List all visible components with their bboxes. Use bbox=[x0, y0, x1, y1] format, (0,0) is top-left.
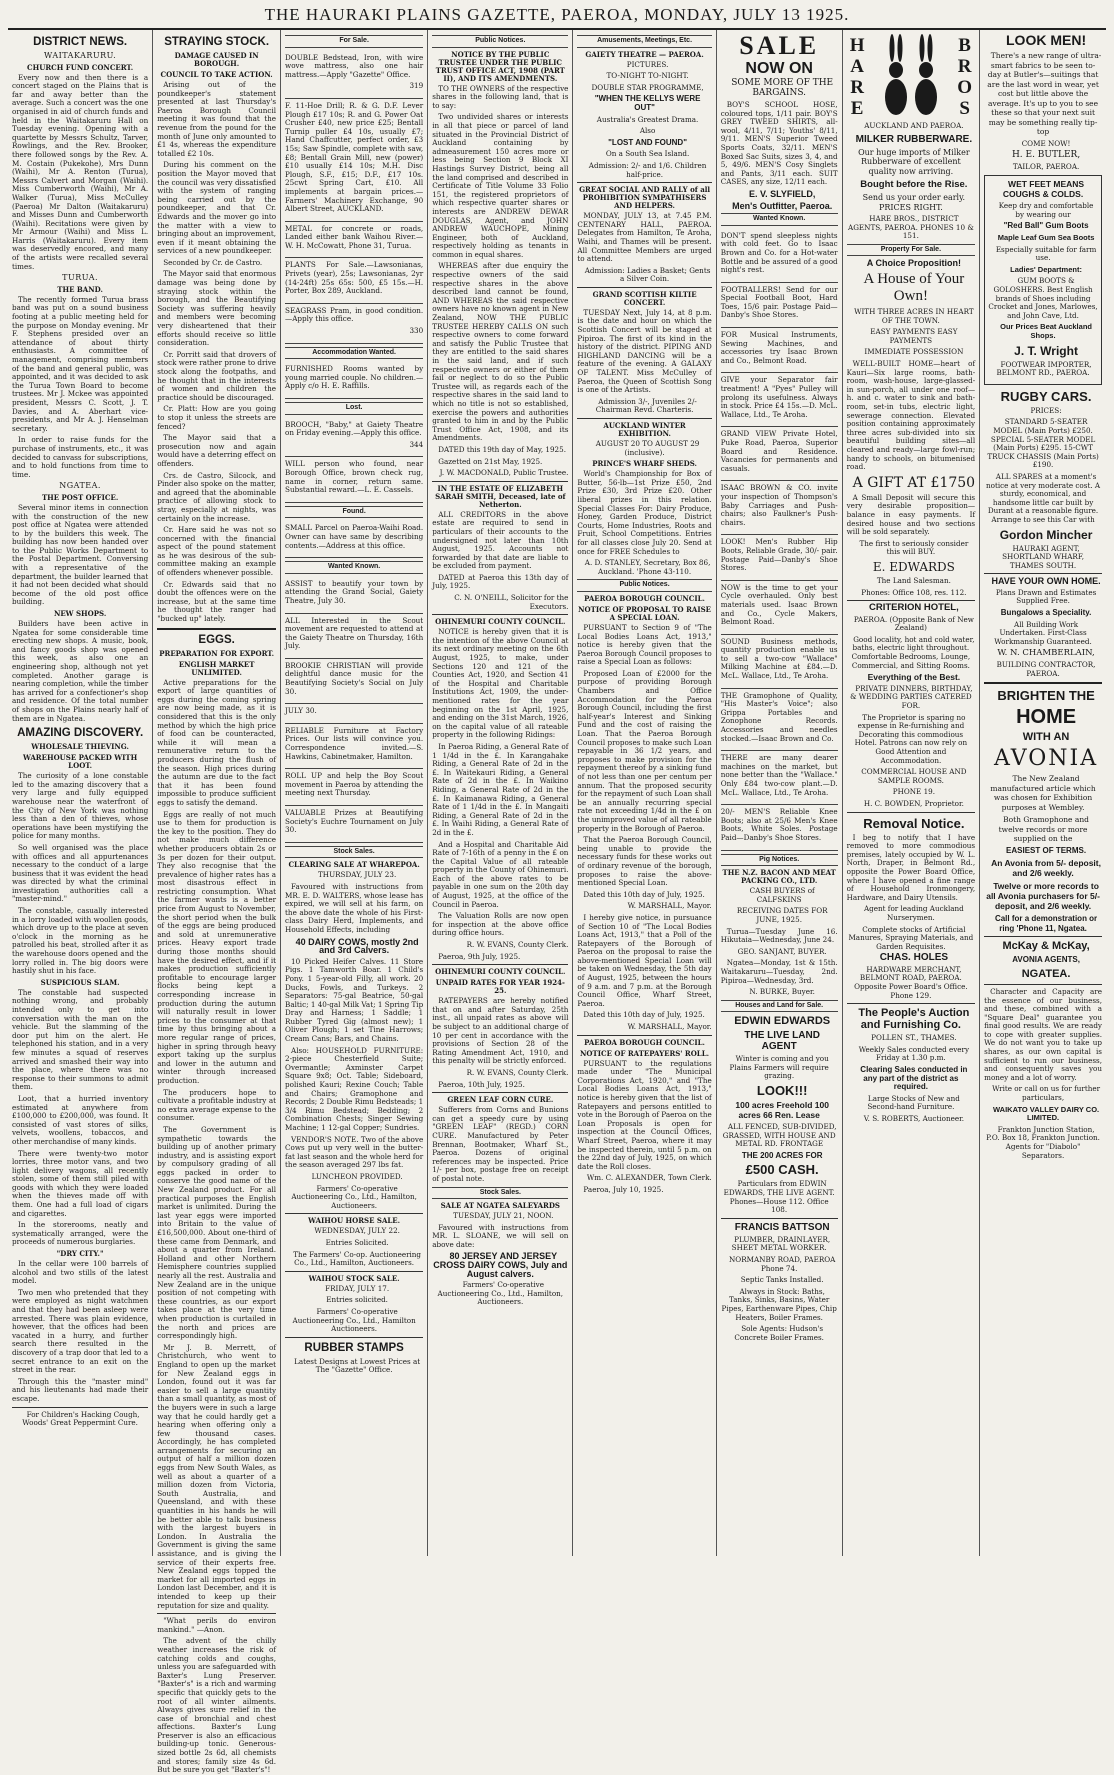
paragraph: So well organised was the place with offices and all appurtenances necessary to the conduct of a large business that it was evident the head was directed by what the criminal investigation authorities call a "master-mind." bbox=[12, 842, 149, 904]
ad-brooch: BROOCH, "Baby," at Gaiety Theatre on Friday evening.—Apply this office. 344 bbox=[285, 418, 423, 458]
subheading-dry-city: "DRY CITY." bbox=[56, 1249, 104, 1259]
heading-turua: TURUA. bbox=[62, 273, 99, 283]
section-pig-notices: Pig Notices. bbox=[721, 854, 838, 867]
section-wanted-known: Wanted Known. bbox=[285, 561, 423, 574]
heading-ngatea: NGATEA. bbox=[59, 481, 101, 491]
heading-district-news: DISTRICT NEWS. bbox=[33, 36, 128, 48]
ad-milking: SOUND Business methods, quantity production enable us to sell a two-cow "Wallace" Milking Machine at £84.—D. McL. Wallace, Ltd., Te Aroha. bbox=[721, 635, 838, 689]
column-hare-bros: HARE BROS AUCKLAND AND PAEROA. MILKER RUBBERWARE. Our huge imports of Milker Rubberware of excellent quality now arriving. Bought before the Rise. Send us your order early. PRICES RIGHT. HARE BROS., DISTRICT AGENTS, PAEROA. PHONES 10 & 151. Property For Sale. A Choice Proposition! A House of Your Own! WITH THREE ACRES IN HEART OF THE TOWN. EASY PAYMENTS EASY PAYMENTS IMMEDIATE POSSESSION WELL-BUILT HOME—heart of Kauri—Six large rooms, bath-room, wash-house, large-glassed-in sun-porch, all under one roof—h. and c. water to sink and bath-room, set-in tubs, electric light, sewerage connection. Elevated position containing approximately three acres sub-divided into six beautiful building sites—all cleared and ready—large fowl-run; handy to schools, on bitumenised road. A GIFT AT £1750 A Small Deposit will secure this very desirable proposition—balance in easy payments. If desired house and two sections will be sold separately. The first to seriously consider this will BUY. E. EDWARDS The Land Salesman. Phones: Office 108, res. 112. CRITERION HOTEL, PAEROA. (Opposite Bank of New Zealand) Good locality, hot and cold water, baths, electric light throughout. Comfortable Bedrooms, Lounge, Commercial, and Sitting Rooms. Everything of the Best. PRIVATE DINNERS, BIRTHDAY, & WEDDING PARTIES CATERED FOR. The Proprietor is sparing no expense in Re-furnishing and Decorating this commodious Hotel. Patrons can now rely on Good Attention and Accommodation. COMMERCIAL HOUSE AND SAMPLE ROOMS. PHONE 19. H. C. BOWDEN, Proprietor. Removal Notice. I beg to notify that I have removed to more commodious premises, lately occupied by W. L. North, Draper, in Belmont Rd., opposite the Power Board Office, where I have opened a fine range of Household Ironmongery, Hardware, and Dairy Utensils. Agent for leading Auckland Nurserymen. Complete stocks of Artificial Manures, Spraying Materials, and Garden Requisites. CHAS. HOLES HARDWARE MERCHANT, BELMONT ROAD, PAEROA. Opposite Power Board's Office. Phone 129. The People's Auction and Furnishing Co. POLLEN ST., THAMES. Weekly Sales conducted every Friday at 1.30 p.m. Clearing Sales conducted in any part of the district as required. Large Stocks of New and Second-hand Furniture. V. S. ROBERTS, Auctioneer. bbox=[843, 30, 981, 1556]
paragraph: Active preparations for the export of large quantities of eggs during the coming spring are now being made, as it is considered that this is the only method by which the high price of food can be counteracted, while it will mean a remunerative return to the producers during the flush of the season. High prices during the autumn are due to the fact that it has been found impossible to produce sufficient eggs to satisfy the demand. bbox=[157, 677, 277, 807]
heading-unpaid-rates: UNPAID RATES FOR YEAR 1924-25. bbox=[435, 978, 565, 996]
ad-plants: PLANTS For Sale.—Lawsonianas, Privets (year), 25s; Lawsonianas, 2yr (14-24ft) 25s 65s: 500, £5 15s.—H. Porter, Box 289, Auckland. bbox=[285, 258, 423, 303]
hare-word: HARE bbox=[846, 35, 868, 119]
paragraph: Cr. Platt: How are you going to stop it unless the streets are fenced? bbox=[157, 404, 277, 431]
bros-letters bbox=[954, 35, 975, 119]
section-amusements: Amusements, Meetings, Etc. bbox=[577, 35, 711, 48]
paragraph: The constable had suspected nothing wrong, and probably intended only to get into conversation with the man on the vehicle. But the slamming of the door put him on the alert. He telephoned his station, and in a very few minutes a squad of reserves arrived and smashed their way into the place, where there was no response to their summons to admit them. bbox=[12, 987, 149, 1092]
ad-gramophone: THE Gramophone of Quality, "His Master's Voice"; also Grippa Portables and Zonophone Records. Accessories and needles stocked.—Isaac Brown and Co. bbox=[721, 689, 838, 752]
paragraph: Several minor items in connection with the construction of the new post office at Ngatea were attended to by the builders this week. The building has now been handed over to the Public Works Department to the Postal Department. Conversing with a representative of the department, the builder learned that it had not been decided what should become of the old post office building. bbox=[12, 502, 149, 607]
subheading-export: PREPARATION FOR EXPORT. bbox=[159, 648, 275, 658]
paragraph: Loot, that a hurried inventory estimated at anywhere from £100,000 to £200,000, was found. It consisted of vast stores of silks, velvets, woollens, tobaccos, and other merchandise of many kinds. bbox=[12, 1093, 149, 1146]
heading-bacon-co: THE N.Z. BACON AND MEAT PACKING CO., LTD. bbox=[722, 868, 836, 886]
heading-loan: NOTICE OF PROPOSAL TO RAISE A SPECIAL LOAN. bbox=[578, 604, 711, 622]
section-accommodation: Accommodation Wanted. bbox=[285, 347, 423, 360]
section-lost: Lost. bbox=[285, 402, 423, 415]
section-public-notices: Public Notices. bbox=[432, 35, 568, 48]
ad-roll-up: ROLL UP and help the Boy Scout movement in Paeroa by attending the meeting next Thursday. bbox=[285, 769, 423, 806]
heading-borough: PAEROA BOROUGH COUNCIL. bbox=[584, 593, 705, 603]
column-amusements: Amusements, Meetings, Etc. GAIETY THEATRE — PAEROA. PICTURES. TO-NIGHT TO-NIGHT. DOUBLE STAR PROGRAMME, "WHEN THE KELLYS WERE OUT" Australia's Greatest Drama. Also "LOST AND FOUND" On a South Sea Island. Admission: 2/- and 1/6. Children half-price. GREAT SOCIAL AND RALLY of all PROHIBITION SYMPATHISERS AND HELPERS. MONDAY, JULY 13, at 7.45 P.M. CENTENARY HALL, PAEROA. Delegates from Hamilton, Te Aroha, Waihi, and Thames will be present. All Committee Members are urged to attend. Admission: Ladies a Basket; Gents a Silver Coin. GRAND SCOTTISH KILTIE CONCERT. TUESDAY Next, July 14, at 8 p.m. is the date and hour on which the Scottish Concert will be staged at Pipiroa. The first of its kind in the history of the district. PIPING AND HIGHLAND DANCING will be a feature of the evening. A GALAXY OF TALENT. Miss McCulley of Paeroa, the Queen of Scottish Song is one of the Artists. Admission 3/-, Juveniles 2/- Chairman Revd. Charteris. AUCKLAND WINTER EXHIBITION. AUGUST 20 TO AUGUST 29 (inclusive). PRINCE'S WHARF SHEDS. World's Championship for Box of Butter, 56-lb—1st Prize £50, 2nd Prize £30, 3rd Prize £20. Other liberal prizes in this relation. Special Classes For: Dairy Produce, Honey, Garden Produce, District Courts, Home Industries, Roots and Fruit, School Competitions. Entries for all classes close July 20. Send at once for FREE Schedules to A. D. STANLEY, Secretary, Box 86, Auckland. 'Phone 43-110. Public Notices. PAEROA BOROUGH COUNCIL. NOTICE OF PROPOSAL TO RAISE A SPECIAL LOAN. PURSUANT to Section 9 of "The Local Bodies Loans Act, 1913," notice is hereby given that the Paeroa Borough Council proposes to raise a Special Loan as follows: Proposed Loan of £2000 for the purpose of providing Borough Chambers and Office Accommodation for the Paeroa Borough Council, including the first half-year's Interest and Sinking Fund and the cost of raising the Loan. That the Paeroa Borough Council proposes to make such Loan repayable in 36 1/2 years, and proposes to make provision for the repayment thereof by a sinking fund of not less than one per centum per annum. That the proposed security for the repayment of such Loan shall be an annually recurring special rate not exceeding 1/4d in the £ on the unimproved value of all rateable property in the Borough of Paeroa. That the Paeroa Borough Council, being unable to provide the necessary funds for these works out of ordinary revenue of the borough, proposes to raise the above-mentioned Special Loan. Dated this 10th day of July, 1925. W. MARSHALL, Mayor. I hereby give notice, in pursuance of Section 10 of "The Local Bodies Loans Act, 1913," that a Poll of the Ratepayers of the Borough of Paeroa on the proposal to raise the above-mentioned Special Loan will be taken on Wednesday, the 5th day of August, 1925, between the hours of 9 a.m. and 7 p.m. at the Borough Council Office, Wharf Street, Paeroa. Dated this 10th day of July, 1925. W. MARSHALL, Mayor. PAEROA BOROUGH COUNCIL. NOTICE OF RATEPAYERS' ROLL. PURSUANT to the regulations made under "The Municipal Corporations Act, 1920," and "The Local Bodies Loans Act, 1913," notice is hereby given that the list of Ratepayers and persons entitled to vote in the Borough of Paeroa on the Loan Proposals is open for inspection at the Council Offices, Wharf Street, Paeroa, where it may be inspected therein, until 5 p.m. on the 22nd day of July, 1925, on which date the Roll closes. Wm. C. ALEXANDER, Town Clerk. Paeroa, July 10, 1925. bbox=[573, 30, 716, 1556]
paragraph: In the storerooms, neatly and systematically arranged, were the proceeds of numerous burglaries. bbox=[12, 1220, 149, 1247]
paragraph: Through this the "master mind" and his lieutenants had made their escape. bbox=[12, 1376, 149, 1403]
ad-wallace: THERE are many dearer machines on the market, but none better than the "Wallace." Only £84 two-cow plant.—D. McL. Wallace, Ltd., Te Aroha. bbox=[721, 751, 838, 805]
paragraph: In the cellar were 100 barrels of alcohol and two stills of the latest model. bbox=[12, 1259, 149, 1286]
ad-machinery: F. 11-Hoe Drill; R. & G. D.F. Lever Plough £17 10s; R. and G. Power Oat Crusher £40, new price £25; Bentall Turnip puller £4 10s, usually £7; Hand Chaffcutter, perfect order, £3 15s; Saw Spindle, complete with saw, £8; Bentall Grain Mill, new (power) £10 usually £14 10s; M.H. Disc Plough, S.F., £15; D.F., £17 10s. 25cwt Spring Cart, £10. All implements at bargain prices.—Farmers' Machinery Exchange, 90 Albert Street, AUCKLAND. bbox=[285, 99, 423, 222]
subheading-concert: CHURCH FUND CONCERT. bbox=[27, 62, 134, 72]
subheading-band: THE BAND. bbox=[57, 284, 103, 294]
ad-pram: SEAGRASS Pram, in good condition.—Apply this office. 330 bbox=[285, 304, 423, 344]
ad-hip-boots: LOOK! Men's Rubber Hip Boots, Reliable Grade, 30/- pair. Postage Paid—Danby's Shoe Stores. bbox=[721, 535, 838, 580]
section-found: Found. bbox=[285, 506, 423, 519]
columns bbox=[8, 30, 1106, 1775]
heading-kiltie: GRAND SCOTTISH KILTIE CONCERT. bbox=[592, 289, 697, 307]
heading-rubber-stamps: RUBBER STAMPS bbox=[304, 1341, 404, 1354]
heading-estate: IN THE ESTATE OF ELIZABETH SARAH SMITH, Deceased, late of Netherton. bbox=[435, 483, 566, 509]
subheading-wholesale: WHOLESALE THIEVING. bbox=[31, 742, 129, 752]
subheading-council: COUNCIL TO TAKE ACTION. bbox=[160, 70, 273, 79]
section-wanted-known-2: Wanted Known. bbox=[721, 213, 838, 226]
paragraph: Cr. Edwards said that no doubt the offences were on the increase, but at the same time he thought the ranger had "bucked up" lately. bbox=[157, 579, 277, 624]
paragraph: Two men who pretended that they were employed as night watchmen and that they had been asleep were arrested. There was plain evidence, however, that the offices had been vacated in a hurry, and further search there resulted in the discovery of a trap door that led to a secret entrance to an exit on the street in the rear. bbox=[12, 1287, 149, 1375]
paragraph: In order to raise funds for the purchase of instruments, etc., it was decided to canvass for subscriptions, and to hold functions from time to time. bbox=[12, 435, 149, 479]
ad-cycle: NOW is the time to get your Cycle overhauled. Only best materials used. Isaac Brown and Co., Cycle Makers, Belmont Road. bbox=[721, 581, 838, 635]
paragraph: "What perils do environ mankind." —Anon. bbox=[157, 1616, 277, 1634]
heading-exhibition: AUCKLAND WINTER EXHIBITION. bbox=[603, 421, 686, 438]
heading-clearing-sale: CLEARING SALE AT WHAREPOA. bbox=[288, 860, 420, 870]
paragraph: The curiosity of a lone constable led to the amazing discovery that a very large and fully equipped warehouse near the waterfront of the City of New York was nothing less than a den of thieves, whose operations have been mystifying the police for many months. bbox=[12, 771, 149, 841]
heading-straying-stock: STRAYING STOCK. bbox=[164, 36, 270, 48]
heading-horse-sale: WAIHOU HORSE SALE. bbox=[308, 1216, 401, 1226]
heading-rally: GREAT SOCIAL AND RALLY of all PROHIBITION SYMPATHISERS AND HELPERS. bbox=[579, 185, 711, 211]
subheading-market: ENGLISH MARKET UNLIMITED. bbox=[178, 659, 255, 677]
paragraph: There were twenty-two motor lorries, three motor vans, and two light delivery wagons, all recently stolen, some of them still piled with goods with which they were loaded when the thieves made off with them. One had a full load of cigars and cigarettes. bbox=[12, 1148, 149, 1218]
ad-parcel: SMALL Parcel on Paeroa-Waihi Road. Owner can have same by describing contents.—Address at this office. bbox=[285, 521, 423, 558]
ad-separator: GIVE your Separator fair treatment! A "Pyes" Pulley will prolong its usefulness. Always in stock. Price £4 15s.—D. McL. Wallace, Ltd., Te Aroha. bbox=[721, 373, 838, 427]
column-district-news bbox=[8, 30, 153, 1556]
paragraph: The Mayor said that a prosecution now and again would have a deterring effect on offenders. bbox=[157, 433, 277, 468]
paragraph: Crs. de Castro, Silcock, and Pinder also spoke on the matter, and agreed that the abominable practice of allowing stock to stray, especially at nights, was certainly on the increase. bbox=[157, 470, 277, 523]
paragraph: Cr. Porritt said that drovers of stock were rather prone to drive stock along the footpaths, and he thought that in the interests of women and children the practice should be discouraged. bbox=[157, 349, 277, 402]
column-classifieds: For Sale. DOUBLE Bedstead, Iron, with wire wove mattress, also one hair mattress.—Apply "Gazette" Office. 319 F. 11-Hoe Drill; R. & G. D.F. Lever Plough £17 10s; R. and G. Power Oat Crusher £40, new price £25; Bentall Turnip puller £4 10s, usually £7; Hand Chaffcutter, perfect order, £3 15s; Saw Spindle, complete with saw, £8; Bentall Grain Mill, new (power) £10 usually £14 10s; M.H. Disc Plough, S.F., £15; D.F., £17 10s. 25cwt Spring Cart, £10. All implements at bargain prices.—Farmers' Machinery Exchange, 90 Albert Street, AUCKLAND. METAL for concrete or roads, Landed either bank Waihou River.—W. H. McCowatt, Phone 31, Turua. PLANTS For Sale.—Lawsonianas, Privets (year), 25s; Lawsonianas, 2yr (14-24ft) 25s 65s: 500, £5 15s.—H. Porter, Box 289, Auckland. SEAGRASS Pram, in good condition.—Apply this office. 330 Accommodation Wanted. FURNISHED Rooms wanted by young married couple. No children.—Apply c/o H. E. Raffills. Lost. BROOCH, "Baby," at Gaiety Theatre on Friday evening.—Apply this office. 344 WILL person who found, near Borough Office, brown check rug, name in corner, return same. Substantial reward.—L. E. Cassels. Found. SMALL Parcel on Paeroa-Waihi Road. Owner can have same by describing contents.—Address at this office. Wanted Known. ASSIST to beautify your town by attending the Grand Social, Gaiety Theatre, July 30. ALL Interested in the Scout movement are requested to attend at the Gaiety Theatre on Thursday, 16th July. BROOKIE CHRISTIAN will provide delightful dance music for the Beautifying Society's Social on July 30. JULY 30. RELIABLE Furniture at Factory Prices. Our lists will convince you. Correspondence invited.—S. Hawkins, Cabinetmaker, Hamilton. ROLL UP and help the Boy Scout movement in Paeroa by attending the meeting next Thursday. VALUABLE Prizes at Beautifying Society's Euchre Tournament on July 30. Stock Sales. CLEARING SALE AT WHAREPOA. THURSDAY, JULY 23. Favoured with instructions from MR. E. D. WALTERS, whose lease has expired, we will sell at his farm, on the above date the whole of his First-class Dairy Herd, Implements, and Household Effects, including 40 DAIRY COWS, mostly 2nd and 3rd Calvers. 10 Picked Heifer Calves. 11 Store Pigs. 1 Tamworth Boar. 1 Child's Pony. 1 5-year-old Filly, all work. 20 Ducks, Fowls, and Turkeys. 2 Separators: 75-gal Beatrice, 50-gal Baltic; 1 40-gal Milk Vat; 1 Spring Tip Dray and Harness; 1 Saddle; 1 Rubber Tyred Gig (almost new); 1 Oliver Plough; 1 set Tine Harrows; Cream Cans; Bars, and Chains. Also: HOUSEHOLD FURNITURE: 2-piece Chesterfield Suite; Overmantle; Axminster Carpet Square 9x8; Oct. Table; Sideboard, polished Kauri; Rexine Couch; Table and Chairs; Gramophone and Records; 2 Double Rimu Bedsteads; 1 3/4 Rimu Bedstead; Bedding; 2 Combination Chests; Singer Sewing Machine; 1 12-gal Copper; Sundries. VENDOR'S NOTE. Two of the above Cows put up very well in the butter-fat last season and the whole herd for the season averaged 297 lbs fat. LUNCHEON PROVIDED. Farmers' Co-operative Auctioneering Co., Ltd., Hamilton, Auctioneers. WAIHOU HORSE SALE. WEDNESDAY, JULY 22. Entries Solicited. The Farmers' Co-op. Auctioneering Co., Ltd., Hamilton, Auctioneers. WAIHOU STOCK SALE. FRIDAY, JULY 17. Entries solicited. Farmers' Co-operative Auctioneering Co., Ltd., Hamilton Auctioneers. RUBBER STAMPS Latest Designs at Lowest Prices at The "Gazette" Office. bbox=[281, 30, 428, 1556]
hare-letters bbox=[847, 35, 868, 119]
heading-public-trustee: NOTICE BY THE PUBLIC TRUSTEE UNDER THE PUBLIC TRUST OFFICE ACT, 1908 (PART II), AND ITS AMENDMENTS. bbox=[435, 49, 565, 83]
ad-knee-boots: 20/- MEN'S Reliable Knee Boots; also at 25/6 Men's Knee Boots, White Soles. Postage Paid—Danby's Shoe Stores. bbox=[721, 805, 838, 850]
paragraph: The producers hope to cultivate a profitable industry at no extra average expense to the consumer. bbox=[157, 1087, 277, 1123]
paragraph: The constable, casually interested in a lorry loaded with woollen goods, which drove up to the place at seven o'clock in the morning as he patrolled his beat, strolled after it as the warehouse doors opened and the lorry rolled in. The big doors were hastily shut in his face. bbox=[12, 906, 149, 976]
rabbits-icon bbox=[876, 32, 946, 122]
paragraph: Seconded by Cr. de Castro. bbox=[163, 257, 263, 267]
heading-ngatea-sale: SALE AT NGATEA SALEYARDS bbox=[440, 1201, 560, 1211]
heading-princes-wharf: PRINCE'S WHARF SHEDS. bbox=[592, 459, 697, 469]
paragraph: The advent of the chilly weather increases the risk of catching colds and coughs, unless you are safeguarded with Baxter's Lung Preserver. "Baxter's" is a rich and warming specific that quickly gets to the root of all winter ailments. Always gives sure relief in the case of bronchial and chest affections. Baxter's Lung Preserver is also an efficacious building-up tonic. Generous-sized bottle 2s 6d, all chemists and stores; family size 4s 6d. But be sure you get "Baxter's"! bbox=[157, 1636, 277, 1775]
paragraph: The recently formed Turua brass band was put on a sound business footing at a public meeting held for the purpose on Monday evening. Mr F. Stephens presided over an attendance of about thirty enthusiasts. A committee of management, comprising members of the band and general public, was appointed, and it was decided to ask the Turua Town Board to become trustees. Mr J. Mckee was appointed president, Messrs C. Scott, J. T. Davies, and A. Aberhart vice-presidents, and Mr A. J. Henselman secretary. bbox=[12, 294, 149, 433]
ad-furniture: RELIABLE Furniture at Factory Prices. Our lists will convince you. Correspondence invited.—S. Hawkins, Cabinetmaker, Hamilton. bbox=[285, 724, 423, 769]
section-stock-sales-2: Stock Sales. bbox=[432, 1187, 568, 1200]
footer-cough-ad: For Children's Hacking Cough, Woods' Great Peppermint Cure. bbox=[22, 1409, 140, 1428]
masthead: THE HAURAKI PLAINS GAZETTE, PAEROA, MONDAY, JULY 13 1925. bbox=[8, 2, 1106, 30]
heading-stock-sale: WAIHOU STOCK SALE. bbox=[308, 1273, 400, 1283]
column-sale-ads: SALE NOW ON SOME MORE OF THE BARGAINS. BOY'S SCHOOL HOSE, coloured tops, 1/11 pair. BOY'S GREY TWEED SHIRTS, all-wool, 4/11, 7/11; Youths' 8/11, 9/11. MEN'S Superior Tweed Sports Coats, 32/11. MEN'S Boxed Sac Suits, sizes 3, 4, and 5, 49/6. MEN'S Cosy Singlets and Pants, 3/11 each. SUIT CASES, any size, 12/11 each. E. V. SLYFIELD, Men's Outfitter, Paeroa. Wanted Known. DON'T spend sleepless nights with cold feet. Go to Isaac Brown and Co. for a Hot-water Bottle and be assured of a good night's rest. FOOTBALLERS! Send for our Special Football Boot, Hard Toes, 15/6 pair. Postage Paid—Danby's Shoe Stores. FOR Musical Instruments, Sewing Machines, and accessories try Isaac Brown and Co., Belmont Road. GIVE your Separator fair treatment! A "Pyes" Pulley will prolong its usefulness. Always in stock. Price £4 15s.—D. McL. Wallace, Ltd., Te Aroha. GRAND VIEW Private Hotel, Puke Road, Paeroa, Superior Board and Residence. Vacancies for permanents and casuals. ISAAC BROWN & CO. invite your inspection of Thompson's Baby Carriages and Push-chairs; also Faulkner's Push-chairs. LOOK! Men's Rubber Hip Boots, Reliable Grade, 30/- pair. Postage Paid—Danby's Shoe Stores. NOW is the time to get your Cycle overhauled. Only best materials used. Isaac Brown and Co., Cycle Makers, Belmont Road. SOUND Business methods, quantity production enable us to sell a two-cow "Wallace" Milking Machine at £84.—D. McL. Wallace, Ltd., Te Aroha. THE Gramophone of Quality, "His Master's Voice"; also Grippa Portables and Zonophone Records. Accessories and needles stocked.—Isaac Brown and Co. THERE are many dearer machines on the market, but none better than the "Wallace." Only £84 two-cow plant.—D. McL. Wallace, Ltd., Te Aroha. 20/- MEN'S Reliable Knee Boots; also at 25/6 Men's Knee Boots, White Soles. Postage Paid—Danby's Shoe Stores. Pig Notices. THE N.Z. BACON AND MEAT PACKING CO., LTD. CASH BUYERS of CALFSKINS RECEIVING DATES FOR JUNE, 1925. Turua—Tuesday June 16. Hikutaia—Wednesday, June 24. GEO. SANJANT, BUYER. Ngatea—Monday, 1st & 15th. Waitakaruru—Tuesday, 2nd. Pipiroa—Wednesday, 3rd. N. BURKE, Buyer. Houses and Land for Sale. EDWIN EDWARDS THE LIVE LAND AGENT Winter is coming and you Plains Farmers will require grazing. LOOK!!! 100 acres Freehold 100 acres 66 Ren. Lease ALL FENCED, SUB-DIVIDED, GRASSED, WITH HOUSE AND METAL RD. FRONTAGE THE 200 ACRES FOR £500 CASH. Particulars from EDWIN EDWARDS, THE LIVE AGENT. Phones—House 112. Office 108. FRANCIS BATTSON PLUMBER, DRAINLAYER, SHEET METAL WORKER. NORMANBY ROAD, PAEROA Phone 74. Septic Tanks Installed. Always in Stock: Baths, Tanks, Sinks, Basins, Water Pipes, Earthenware Pipes, Chip Heaters, Boiler Frames. Sole Agents: Hudson's Concrete Boiler Frames. bbox=[717, 30, 843, 1556]
section-property: Property For Sale. bbox=[847, 244, 976, 257]
heading-amazing-discovery: AMAZING DISCOVERY. bbox=[17, 727, 144, 740]
paragraph: Mr J. B. Merrett, of Christchurch, who went to England to open up the market for New Zealand eggs in London, found out it was far easier to sell a large quantity than a small quantity, as most of the buyers were in such a large way that he could hardly get a hearing when offering only a few thousand cases. Accordingly, he has completed arrangements for securing an output of half a million dozen eggs from New South Wales, as well as about a quarter of a million dozen from Victoria, South Australia, and Queensland, and with these quantities in his hands he will be better able to talk business with the largest buyers in London. In Australia the Government is giving the same assistance, and is giving the service of their experts free. New Zealand eggs topped the market for all imported eggs in London last December, and it is intended to keep up their reputation for size and quality. bbox=[157, 1342, 277, 1610]
heading-eggs: EGGS. bbox=[198, 633, 235, 646]
ad-hot-water-bottle: DON'T spend sleepless nights with cold feet. Go to Isaac Brown and Co. for a Hot-water Bottle and be assured of a good night's rest. bbox=[721, 229, 838, 283]
section-stock-sales: Stock Sales. bbox=[285, 846, 423, 859]
paragraph: Eggs are really of not much use to them for production is the key to the position. They do not make much difference whether producers obtain 2s or 3s per dozen for their output. They also recognise that the prevalence of higher rates has a most disastrous effect in restricting consumption. What the farmer wants is a better price from August to November, the short period when the bulk of the eggs are being produced and sold at unremunerative prices. Heavy export trade during those months should have the desired effect, and if it makes production sufficiently profitable to encourage larger flocks being kept a corresponding increase in production during the autumn will naturally result in lower prices to the consumer at that time by thus bringing about a more regular range of prices, higher in spring through heavy export taking up the surplus and lower in the autumn and winter through increased production. bbox=[157, 809, 277, 1085]
paragraph: The Government is sympathetic towards the building up of another primary industry, and is assisting export by compulsory grading of all eggs packed in order to conserve the good name of the New Zealand product. For all practical purposes the English market is unlimited. During the last year eggs were imported into Britain to the value of £16,500,000. About one-third of these came from Denmark, and about a quarter from Ireland. Holland and other Northern Hemisphere countries supplied nearly all the rest. Australia and New Zealand are in the unique position of not competing with these countries, as our export takes place at the very time when production is curtailed in the north and prices are correspondingly high. bbox=[157, 1124, 277, 1341]
sale-heading: SALE bbox=[739, 31, 820, 60]
ad-july: JULY 30. bbox=[285, 704, 423, 724]
paragraph: During his comment on the position the Mayor moved that the council was very dissatisfied with the system of ranging being carried out by the poundkeeper, and that Cr. Edwards and the mover go into the matter with a view to bringing about an improvement, even if it meant obtaining the services of a new poundkeeper. bbox=[157, 160, 277, 256]
paragraph: Builders have been active in Ngatea for some considerable time erecting new shops. A music, book, and fancy goods shop was opened this week, as also one an engineering shop, although not yet completed. Another garage is nearing completion, while the timber has arrived for a confectioner's shop and residence. Of the total number of shops on the Plains nearly half of them are in Ngatea. bbox=[12, 619, 149, 723]
ad-musical: FOR Musical Instruments, Sewing Machines, and accessories try Isaac Brown and Co., Belmont Road. bbox=[721, 328, 838, 373]
ad-football-boots: FOOTBALLERS! Send for our Special Football Boot, Hard Toes, 15/6 pair. Postage Paid—Danby's Shoe Stores. bbox=[721, 283, 838, 328]
section-public-notices-2: Public Notices. bbox=[577, 579, 711, 592]
paragraph: The Mayor said that enormous damage was being done by straying stock within the borough, and the Beautifying Society was suffering heavily and members were becoming very disheartened that their efforts should receive so little consideration. bbox=[157, 269, 277, 348]
heading-ratepayers-roll: NOTICE OF RATEPAYERS' ROLL. bbox=[580, 1048, 710, 1058]
column-straying-stock bbox=[153, 30, 281, 1775]
subheading-damage: DAMAGE CAUSED IN BOROUGH. bbox=[174, 51, 259, 68]
ad-brookie: BROOKIE CHRISTIAN will provide delightful dance music for the Beautifying Society's Social on July 30. bbox=[285, 659, 423, 704]
ad-assist: ASSIST to beautify your town by attending the Grand Social, Gaiety Theatre, July 30. bbox=[285, 577, 423, 614]
wet-feet-ad: WET FEET MEANS COUGHS & COLDS. Keep dry and comfortable by wearing our "Red Ball" Gum Boots Maple Leaf Gum Sea Boots Especially suitable for farm use. Ladies' Department: GUM BOOTS & GOLOSHERS. Best English brands of Shoes including Crocket and Jones, Marlowes, and John Cave, Ltd. Our Prices Beat Auckland Shops. J. T. Wright FOOTWEAR IMPORTER, BELMONT RD., PAEROA. bbox=[984, 175, 1102, 385]
heading-ohinemuri-2: OHINEMURI COUNTY COUNCIL. bbox=[435, 967, 566, 977]
paragraph: Every now and then there is a concert staged on the Plains that is far and away better than the average. Such a concert was the one organised in aid of church funds and held in the Waitakaruru Hall on Tuesday evening. Opening with a quartette by Messrs Schultz, Tarver, Rowlings, and the Rev. Brooker, there followed songs by the Rev. A. M. Costain (Pukekohe), Mrs Dunn (Waihi), Mr A. Renton (Turua), Messrs Calvert and Morgan (Waihi). Miss Cumberworth (Waihi), Mr A. Walker (Turua), Miss McCulley (Paeroa) Mr Dalton (Waitakaruru) and Misses Dunn and Cumberworth (Waihi). Recitations were given by Mr Armour (Waihi) and Miss L. Harris (Waitakaruru). Every item was deservedly encored, and many of the artists were recalled several times. bbox=[12, 72, 149, 271]
ad-hotel: GRAND VIEW Private Hotel, Puke Road, Paeroa, Superior Board and Residence. Vacancies for permanents and casuals. bbox=[721, 427, 838, 481]
subheading-post-office: THE POST OFFICE. bbox=[41, 492, 119, 502]
ad-prizes: VALUABLE Prizes at Beautifying Society's Euchre Tournament on July 30. bbox=[285, 806, 423, 843]
ad-metal: METAL for concrete or roads, Landed either bank Waihou River.—W. H. McCowatt, Phone 31, Turua. bbox=[285, 222, 423, 259]
heading-gaiety: GAIETY THEATRE — PAEROA. bbox=[585, 49, 704, 59]
section-for-sale: For Sale. bbox=[285, 35, 423, 48]
heading-borough-2: PAEROA BOROUGH COUNCIL. bbox=[584, 1037, 705, 1047]
heading-waitakaruru: WAITAKARURU. bbox=[44, 51, 117, 60]
heading-ohinemuri: OHINEMURI COUNTY COUNCIL. bbox=[435, 617, 566, 627]
now-on-heading: NOW ON bbox=[745, 60, 813, 77]
ad-isaac-brown: ISAAC BROWN & CO. invite your inspection of Thompson's Baby Carriages and Push-chairs; also Faulkner's Push-chairs. bbox=[721, 481, 838, 535]
subheading-warehouse: WAREHOUSE PACKED WITH LOOT. bbox=[22, 753, 138, 771]
bros-word: BROS bbox=[954, 35, 976, 119]
subheading-slam: SUSPICIOUS SLAM. bbox=[40, 977, 120, 987]
paragraph: Cr. Hare said he was not so concerned with the financial aspect of the pound statement as he was desirous of the sub-committee making an example of offenders whenever possible. bbox=[157, 525, 277, 578]
column-public-notices: Public Notices. NOTICE BY THE PUBLIC TRUSTEE UNDER THE PUBLIC TRUST OFFICE ACT, 1908 (PART II), AND ITS AMENDMENTS. TO THE OWNERS of the respective shares in the following land, that is to say: Two undivided shares or interests in all that piece or parcel of land situated in the Provincial District of Auckland containing by admeasurement 150 acres more or less being Section 9 Block XI Hastings Survey District, being all the land comprised and described in Certificate of Title Volume 33 Folio 151, the registered proprietors of which respective quarter shares or interests are ANDREW DEWAR DOUGLAS, Agent, and JOHN ANDREW WAUCHOPE, Mining Engineer, both of Auckland, respectively holding as tenants in common in equal shares. WHEREAS after due enquiry the respective owners of the said respective shares in the above described land cannot be found, AND WHEREAS the said respective owners have no known agent in New Zealand, NOW THE PUBLIC TRUSTEE HEREBY CALLS ON such respective owners to come forward and satisfy the Public Trustee that they are entitled to the said shares in the said land, and if such respective owners or either of them fail or neglect to do so the Public Trustee will, as regards each of the respective shares in the said land to which no title is not so established, exercise the powers and authorities granted to him in and by the Public Trust Office Act, 1908, and its Amendments. DATED this 19th day of May, 1925. Gazetted on 21st May, 1925. J. W. MACDONALD, Public Trustee. IN THE ESTATE OF ELIZABETH SARAH SMITH, Deceased, late of Netherton. ALL CREDITORS in the above estate are required to send in particulars of their accounts to the undersigned not later than 10th August, 1925. Accounts not forwarded by that date are liable to be excluded from payment. DATED at Paeroa this 13th day of July, 1925. C. N. O'NEILL, Solicitor for the Executors. OHINEMURI COUNTY COUNCIL. NOTICE is hereby given that it is the intention of the above Council at its next ordinary meeting on the 6th August, 1925, to make, under Sections 120 and 121 of the Counties Act, 1920, and Section 41 of the Hospital and Charitable Institutions Act, 1909, the under-mentioned rates for the year beginning on the 1st April, 1925, and ending on the 31st March, 1926, on the capital value of all rateable property in the following Ridings: In Paeroa Riding, a General Rate of 1 1/4d in the £. In Karangahake Riding, a General Rate of 2d in the £. In Waitekauri Riding, a General Rate of 2d in the £. In Waikino Riding, a General Rate of 2d in the £. In Kaimanawa Riding, a General Rate of 1 1/4d in the £. In Mangaiti Riding, a General Rate of 2d in the £. In Waihi Riding, a General Rate of 2d in the £. And a Hospital and Charitable Aid Rate of 7-16th of a penny in the £ on the Capital Value of all rateable property in the County of Ohinemuri. Each of the above rates to be payable in one sum on the 20th day of August, 1925, at the office of the Council in Paeroa. The Valuation Rolls are now open for inspection at the above office during office hours. R. W. EVANS, County Clerk. Paeroa, 9th July, 1925. OHINEMURI COUNTY COUNCIL. UNPAID RATES FOR YEAR 1924-25. RATEPAYERS are hereby notified that on and after Saturday, 25th inst., all unpaid rates as above will be subject to an additional charge of 10 per cent in accordance with the provisions of Section 28 of the Rating Amendment Act, 1910, and this penalty will be strictly enforced. R. W. EVANS, County Clerk. Paeroa, 10th July, 1925. GREEN LEAF CORN CURE. Sufferers from Corns and Bunions can get a speedy cure by using "GREEN LEAF" (REGD.) CORN CURE. Manufactured by Peter Brennan, Bootmaker, Wharf St., Paeroa. Dozens of original references may be inspected. Price 1/- per box, postage free on receipt of postal note. Stock Sales. SALE AT NGATEA SALEYARDS TUESDAY, JULY 21, NOON. Favoured with instructions from MR. L. SLOANE, we will sell on above date: 80 JERSEY AND JERSEY CROSS DAIRY COWS, July and August calvers. Farmers' Co-operative Auctioneering Co., Ltd., Hamilton, Auctioneers. bbox=[428, 30, 573, 1556]
ad-rooms: FURNISHED Rooms wanted by young married couple. No children.—Apply c/o H. E. Raffills. bbox=[285, 362, 423, 399]
section-houses-land: Houses and Land for Sale. bbox=[721, 1000, 838, 1013]
paragraph: Arising out of the poundkeeper's statement presented at last Thursday's Paeroa Borough Council meeting it was found that the revenue from the pound for the month of June only amounted to £1 4s, whereas the expenditure totalled £2 10s. bbox=[157, 80, 277, 158]
subheading-new-shops: NEW SHOPS. bbox=[53, 609, 107, 619]
heading-corn-cure: GREEN LEAF CORN CURE. bbox=[447, 1095, 554, 1105]
ad-bedstead: DOUBLE Bedstead, Iron, with wire wove mattress, also one hair mattress.—Apply "Gazette" Office. 319 bbox=[285, 51, 423, 99]
ad-rug: WILL person who found, near Borough Office, brown check rug, name in corner, return same. Substantial reward.—L. E. Cassels. bbox=[285, 457, 423, 502]
column-right-ads: LOOK MEN! There's a new range of ultra-smart fabrics to be seen to-day at Butler's—suitings that are the last word in wear, yet cost but little above the average. It's up to you to see these so that your next suit may be something really tip-top COME NOW! H. E. BUTLER, TAILOR, PAEROA. WET FEET MEANS COUGHS & COLDS. Keep dry and comfortable by wearing our "Red Ball" Gum Boots Maple Leaf Gum Sea Boots Especially suitable for farm use. Ladies' Department: GUM BOOTS & GOLOSHERS. Best English brands of Shoes including Crocket and Jones, Marlowes, and John Cave, Ltd. Our Prices Beat Auckland Shops. J. T. Wright FOOTWEAR IMPORTER, BELMONT RD., PAEROA. RUGBY CARS. PRICES: STANDARD 5-SEATER MODEL (Main Ports) £250. SPECIAL 5-SEATER MODEL (Main Ports) £295. 15-CWT TRUCK CHASSIS (Main Ports) £190. ALL SPARES at a moment's notice at very moderate cost. A sturdy, economical, and handsome little car built by Durant at a reasonable figure. Arrange to see this Car with Gordon Mincher HAURAKI AGENT, SHORTLAND WHARF, THAMES SOUTH. HAVE YOUR OWN HOME. Plans Drawn and Estimates Supplied Free. Bungalows a Speciality. All Building Work Undertaken. First-Class Workmanship Guaranteed. W. N. CHAMBERLAIN, BUILDING CONTRACTOR, PAEROA. BRIGHTEN THE HOME WITH AN AVONIA The New Zealand manufactured article which was chosen for Exhibition purposes at Wembley. Both Gramophone and twelve records or more supplied on the EASIEST OF TERMS. An Avonia from 5/- deposit, and 2/6 weekly. Twelve or more records to all Avonia purchasers for 5/- deposit, and 2/6 weekly. Call for a demonstration or ring 'Phone 11, Ngatea. McKay & McKay, AVONIA AGENTS, NGATEA. Character and Capacity are the essence of our business, and these, combined with a "Square Deal" guarantee you final good results. We are ready to cope with greater supplies. We do not want you to take up shares, as our own capital is sufficient to run our business, and consequently saves you money and a lot of worry. Write or call on us for further particulars, WAIKATO VALLEY DAIRY CO. LIMITED. Frankton Junction Station, P.O. Box 18, Frankton Junction. Agents for "Diabolo" Separators. bbox=[984, 32, 1102, 1160]
hare-bros-logo bbox=[847, 32, 976, 122]
ad-scout: ALL Interested in the Scout movement are requested to attend at the Gaiety Theatre on Thursday, 16th July. bbox=[285, 614, 423, 659]
